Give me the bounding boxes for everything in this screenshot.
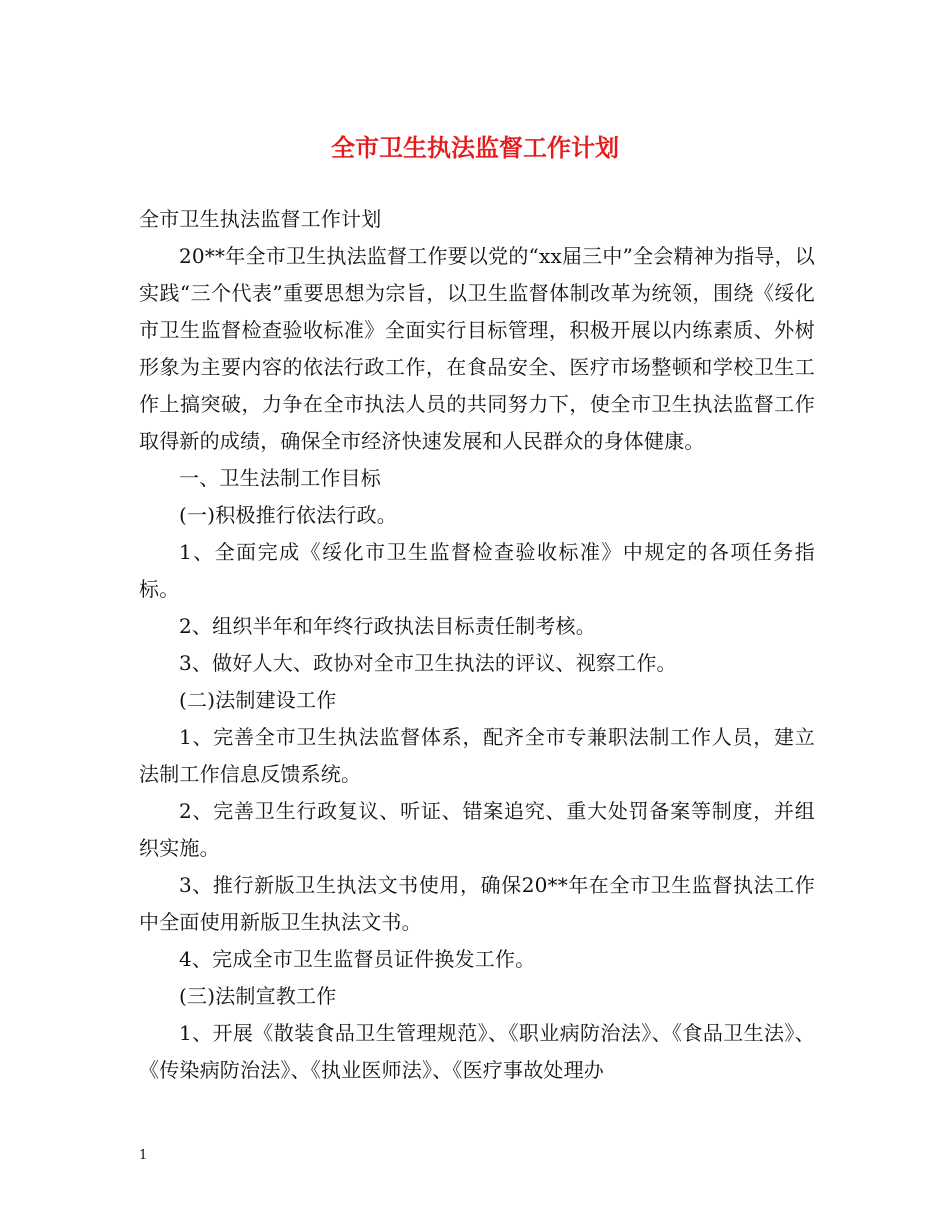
- section-heading-1: 一、卫生法制工作目标: [179, 466, 381, 490]
- document-title: 全市卫生执法监督工作计划: [331, 133, 619, 162]
- list-item: 3、做好人大、政协对全市卫生执法的评议、视察工作。: [179, 651, 677, 675]
- subsection-heading-3: (三)法制宣教工作: [179, 984, 337, 1008]
- document-body: [139, 201, 815, 1089]
- paragraph-intro: 20**年全市卫生执法监督工作要以党的“xx届三中”全会精神为指导，以实践“三个代表”重要思想为宗旨，以卫生监督体制改革为统领，围绕《绥化市卫生监督检查验收标准》全面实行目标管理，积极开展以内练素质、外树形象为主要内容的依法行政工作，在食品安全、医疗市场整顿和学校卫生工作上搞突破，力争在全市执法人员的共同努力下，使全市卫生执法监督工作取得新的成绩，确保全市经济快速发展和人民群众的身体健康。: [139, 244, 815, 453]
- list-item: 1、完善全市卫生执法监督体系，配齐全市专兼职法制工作人员，建立法制工作信息反馈系统。: [139, 725, 815, 786]
- list-item: 3、推行新版卫生执法文书使用，确保20**年在全市卫生监督执法工作中全面使用新版卫生执法文书。: [139, 873, 815, 934]
- list-item: 1、开展《散装食品卫生管理规范》、《职业病防治法》、《食品卫生法》、《传染病防治法》、《执业医师法》、《医疗事故处理办: [139, 1021, 815, 1082]
- list-item: 2、组织半年和年终行政执法目标责任制考核。: [179, 614, 596, 638]
- page-number: 1: [139, 1148, 148, 1163]
- body-heading: 全市卫生执法监督工作计划: [139, 207, 382, 231]
- subsection-heading-1: (一)积极推行依法行政。: [179, 503, 398, 527]
- list-item: 4、完成全市卫生监督员证件换发工作。: [179, 947, 536, 971]
- list-item: 1、全面完成《绥化市卫生监督检查验收标准》中规定的各项任务指标。: [139, 540, 815, 601]
- list-item: 2、完善卫生行政复议、听证、错案追究、重大处罚备案等制度，并组织实施。: [139, 799, 815, 860]
- subsection-heading-2: (二)法制建设工作: [179, 688, 337, 712]
